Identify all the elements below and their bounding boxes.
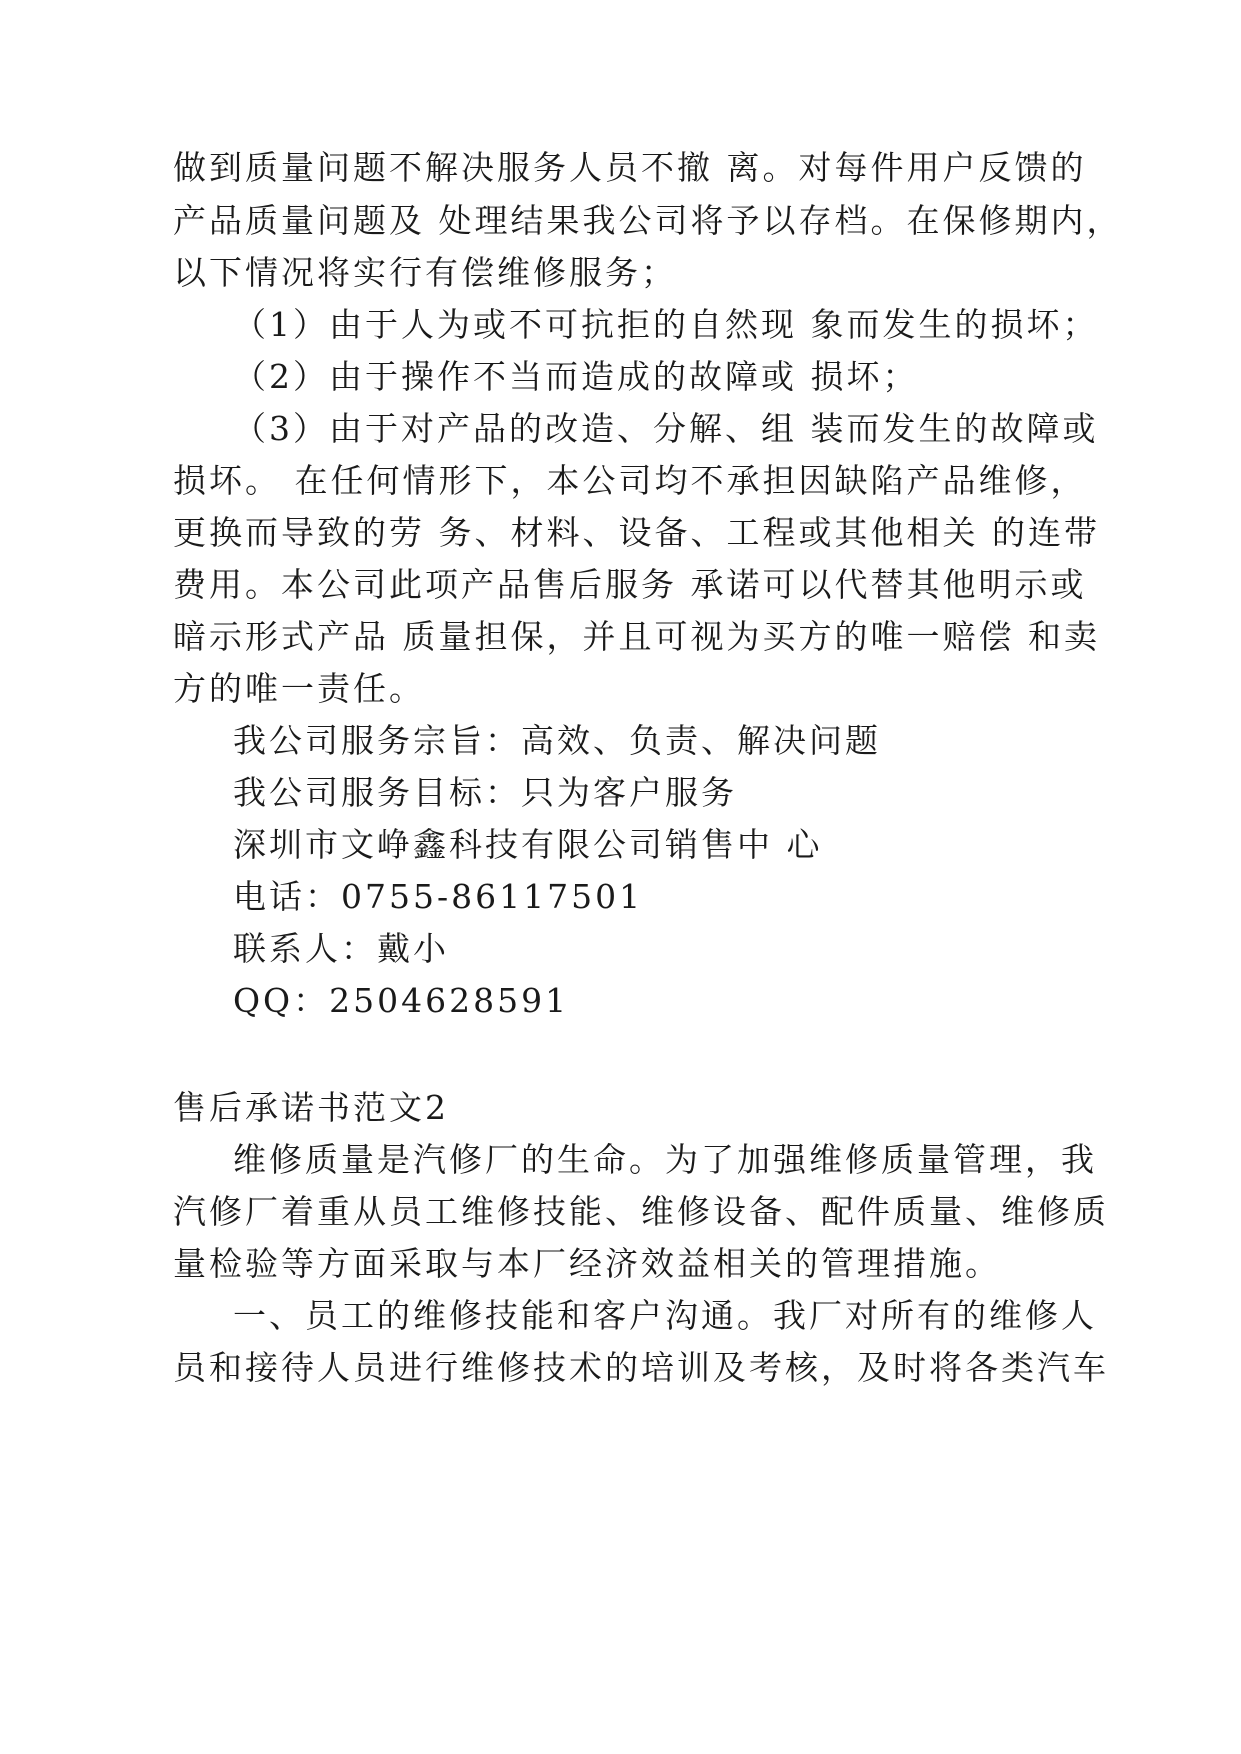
qq-number: QQ：2504628591 [233, 981, 570, 1020]
service-purpose: 我公司服务宗旨：高效、负责、解决问题 [233, 721, 881, 760]
text-line: 一、员工的维修技能和客户沟通。我厂对所有的维修人 [233, 1296, 1097, 1335]
service-goal: 我公司服务目标：只为客户服务 [233, 773, 737, 812]
phone: 电话：0755-86117501 [233, 877, 644, 916]
section-title: 售后承诺书范文2 [173, 1088, 449, 1127]
company-name: 深圳市文峥鑫科技有限公司销售中 心 [233, 825, 823, 864]
text-line: 产品质量问题及 处理结果我公司将予以存档。在保修期内， [173, 201, 1123, 240]
text-line: 汽修厂着重从员工维修技能、维修设备、配件质量、维修质 [173, 1192, 1109, 1231]
text-line: 维修质量是汽修厂的生命。为了加强维修质量管理，我 [233, 1140, 1097, 1179]
text-line: 量检验等方面采取与本厂经济效益相关的管理措施。 [173, 1244, 1001, 1283]
text-line: 员和接待人员进行维修技术的培训及考核，及时将各类汽车 [173, 1348, 1109, 1387]
text-line: 更换而导致的劳 务、材料、设备、工程或其他相关 的连带 [173, 513, 1100, 552]
list-item: （3）由于对产品的改造、分解、组 装而发生的故障或 [233, 409, 1099, 448]
text-line: 以下情况将实行有偿维修服务； [173, 253, 677, 292]
text-line: 费用。本公司此项产品售后服务 承诺可以代替其他明示或 [173, 565, 1087, 604]
text-line: 做到质量问题不解决服务人员不撤 离。对每件用户反馈的 [173, 148, 1087, 187]
text-line: 损坏。 在任何情形下，本公司均不承担因缺陷产品维修， [173, 461, 1087, 500]
text-line: 方的唯一责任。 [173, 669, 425, 708]
contact-person: 联系人：戴小 [233, 929, 449, 968]
text-line: 暗示形式产品 质量担保，并且可视为买方的唯一赔偿 和卖 [173, 617, 1100, 656]
list-item: （2）由于操作不当而造成的故障或 损坏； [233, 357, 919, 396]
list-item: （1）由于人为或不可抗拒的自然现 象而发生的损坏； [233, 305, 1099, 344]
